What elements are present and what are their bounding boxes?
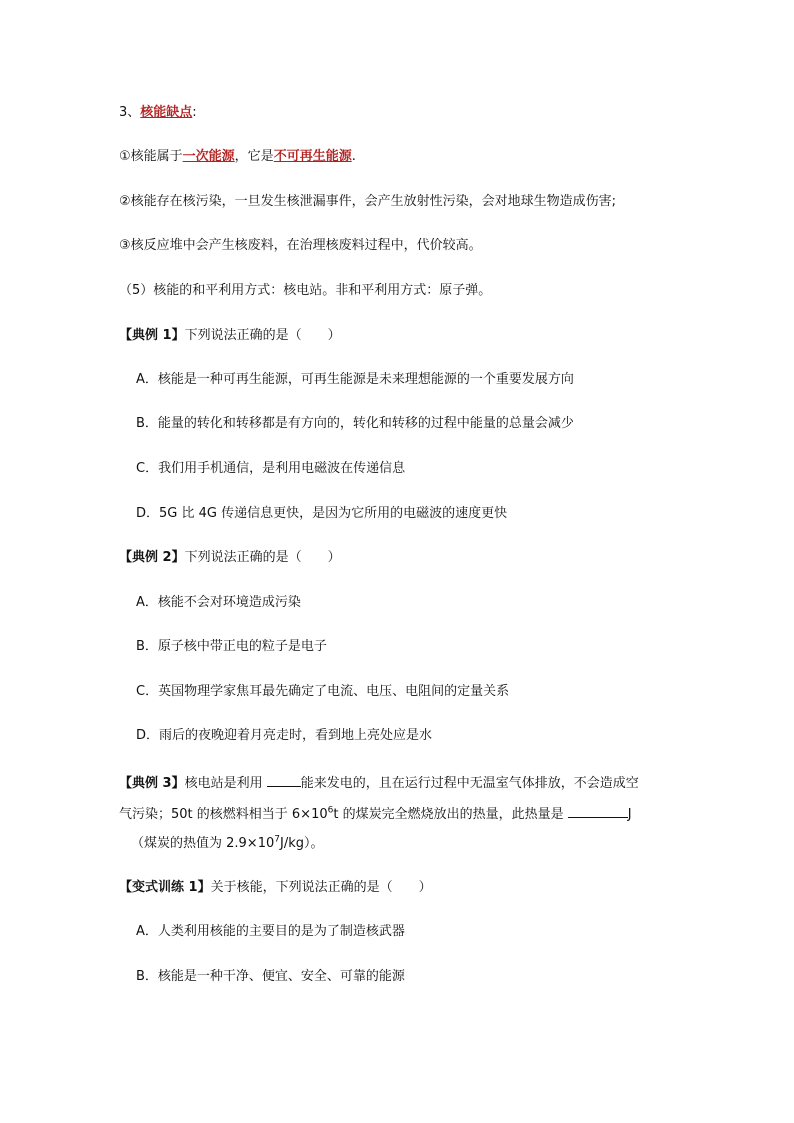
point-3: ③核反应堆中会产生核废料，在治理核废料过程中，代价较高。 xyxy=(119,238,482,253)
example-1-option-d: D．5G 比 4G 传递信息更快，是因为它所用的电磁波的速度更快 xyxy=(136,506,508,521)
exponent-7: 7 xyxy=(274,834,280,845)
unit-joule: J xyxy=(627,807,632,822)
example-3-line-2 xyxy=(119,803,632,824)
example-3-text-1: 核电站是利用 xyxy=(184,776,267,791)
point-2: ②核能存在核污染，一旦发生核泄漏事件，会产生放射性污染，会对地球生物造成伤害; xyxy=(119,194,617,209)
keyword-nonrenewable: 不可再生能源 xyxy=(273,149,352,164)
exponent-6: 6 xyxy=(327,805,334,816)
example-3-label: 【典例 3】 xyxy=(119,776,185,791)
example-3-text-7: J/kg）。 xyxy=(279,836,324,851)
example-1-label: 【典例 1】 xyxy=(119,328,185,343)
point-1-end: . xyxy=(351,149,356,164)
example-3-line-1 xyxy=(119,772,639,793)
answer-blank-2[interactable] xyxy=(568,803,628,818)
example-3-text-2: 能来发电的，且在运行过程中无温室气体排放，不会造成空 xyxy=(300,776,639,791)
point-1 xyxy=(119,148,356,166)
section-3-heading xyxy=(119,104,197,122)
example-3-text-3: 气污染；50t 的核燃料相当于 6×10 xyxy=(119,807,328,822)
example-2-option-b: B．原子核中带正电的粒子是电子 xyxy=(136,639,327,654)
example-3-text-6: （煤炭的热值为 2.9×10 xyxy=(131,836,275,851)
example-1-question xyxy=(119,327,341,345)
section-title: 核能缺点 xyxy=(140,105,193,120)
point-1-text: ①核能属于 xyxy=(119,149,183,164)
example-2-label: 【典例 2】 xyxy=(119,550,185,565)
example-2-option-c: C．英国物理学家焦耳最先确定了电流、电压、电阻间的定量关系 xyxy=(136,684,510,699)
example-3-line-3 xyxy=(131,835,323,853)
section-number: 3、 xyxy=(119,105,141,120)
variant-1-option-a: A．人类利用核能的主要目的是为了制造核武器 xyxy=(136,924,405,939)
point-1-mid: ，它是 xyxy=(234,149,274,164)
peaceful-use-line: （5）核能的和平利用方式：核电站。非和平利用方式：原子弹。 xyxy=(119,283,492,298)
example-1-stem: 下列说法正确的是（ ） xyxy=(184,328,341,343)
section-colon: : xyxy=(192,105,197,120)
example-2-option-a: A．核能不会对环境造成污染 xyxy=(136,595,301,610)
keyword-primary-energy: 一次能源 xyxy=(182,149,235,164)
example-2-stem: 下列说法正确的是（ ） xyxy=(184,550,341,565)
example-1-option-b: B．能量的转化和转移都是有方向的，转化和转移的过程中能量的总量会减少 xyxy=(136,416,574,431)
variant-1-stem: 关于核能，下列说法正确的是（ ） xyxy=(210,880,432,895)
answer-blank-1[interactable] xyxy=(267,772,301,787)
example-1-option-a: A．核能是一种可再生能源，可再生能源是未来理想能源的一个重要发展方向 xyxy=(136,372,574,387)
example-1-option-c: C．我们用手机通信，是利用电磁波在传递信息 xyxy=(136,461,406,476)
variant-1-question xyxy=(119,879,432,897)
variant-1-option-b: B．核能是一种干净、便宜、安全、可靠的能源 xyxy=(136,969,405,984)
example-3-text-4: t 的煤炭完全燃烧放出的热量，此热量是 xyxy=(333,807,568,822)
variant-1-label: 【变式训练 1】 xyxy=(119,880,211,895)
example-2-option-d: D．雨后的夜晚迎着月亮走时，看到地上亮处应是水 xyxy=(136,728,433,743)
example-2-question xyxy=(119,549,341,567)
